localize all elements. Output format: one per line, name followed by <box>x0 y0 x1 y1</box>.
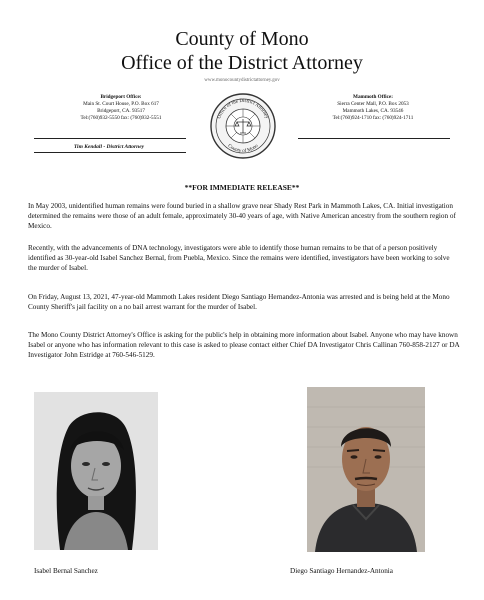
paragraph-identification: Recently, with the advancements of DNA technology, investigators were able to identify those human remains to be that of a person positively identified as 30-year-old Isabel Sanchez Bernal, from Puebla, Mexico. Since the remains were identified, investigators have been working to solve the murder of Isabel. <box>28 244 450 272</box>
paragraph-arrest: On Friday, August 13, 2021, 47-year-old Mammoth Lakes resident Diego Santiago Hernandez-Antonia was arrested and is being held at the Mono County Sheriff's jail facility on a no bail arrest warrant for the murder of Isabel. <box>28 293 450 311</box>
release-heading: **FOR IMMEDIATE RELEASE** <box>184 183 300 192</box>
county-title: County of Mono <box>175 28 309 50</box>
bridgeport-office-phone: Tel:(760)932-5550 fax: (760)932-5551 <box>80 115 162 121</box>
bridgeport-office-city: Bridgeport, CA. 93517 <box>97 108 145 114</box>
seal-text-top: Office of the District Attorney <box>217 98 269 120</box>
paragraph-appeal: The Mono County District Attorney's Office is asking for the public's help in obtaining more information about Isabel. Anyone who may have known Isabel or anyone who has information relevant to this case is asked to please contact either Chief DA Investigator Chris Callinan 760-858-2127 or DA Investigator John Estridge at 760-546-5129. <box>28 331 460 359</box>
victim-photo <box>34 392 158 550</box>
divider-left-top <box>34 138 186 139</box>
mammoth-office-city: Mammoth Lakes, CA. 93546 <box>342 108 404 114</box>
office-title: Office of the District Attorney <box>121 52 363 74</box>
suspect-photo <box>307 387 425 552</box>
mammoth-office-block <box>298 94 448 122</box>
paragraph-discovery: In May 2003, unidentified human remains were found buried in a shallow grave near Shady Rest Park in Mammoth Lakes, CA. Initial investigation determined the remains were those of an adult female, approximately 30-40 years of age, with Native American ancestry from the southern region of Mexico. <box>28 202 456 230</box>
bridgeport-office-block <box>56 94 186 122</box>
district-attorney-name: Tim Kendall - District Attorney <box>73 144 145 150</box>
district-attorney-seal <box>209 92 277 160</box>
bridgeport-office-address: Main St. Court House, P.O. Box 617 <box>83 101 159 107</box>
victim-caption: Isabel Bernal Sanchez <box>34 567 98 575</box>
seal-text-bottom: County of Mono <box>226 143 260 155</box>
divider-right <box>298 138 450 139</box>
mammoth-office-heading: Mammoth Office: <box>353 94 393 100</box>
bridgeport-office-heading: Bridgeport Office: <box>100 94 142 100</box>
divider-left-bottom <box>34 152 186 153</box>
website-link[interactable]: www.monocountydistrictattorney.gov <box>204 78 280 83</box>
mammoth-office-phone: Tel:(760)924-1710 fax: (760)924-1711 <box>332 115 414 121</box>
suspect-caption: Diego Santiago Hernandez-Antonia <box>290 567 393 575</box>
mammoth-office-address: Sierra Center Mall, P.O. Box 2053 <box>337 101 409 107</box>
